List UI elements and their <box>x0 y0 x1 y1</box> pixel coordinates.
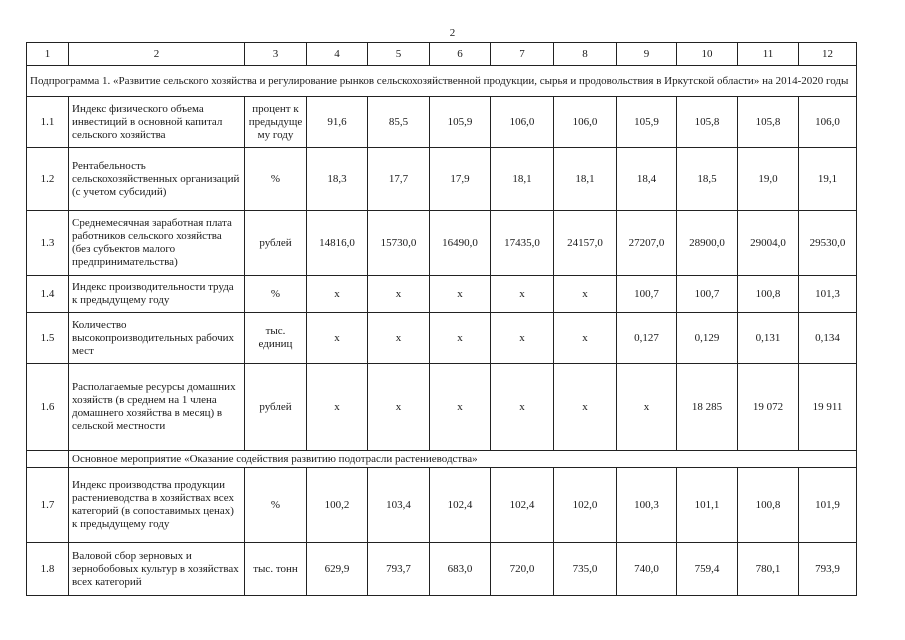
value-cell: x <box>554 313 617 364</box>
value-cell: 102,4 <box>430 468 491 543</box>
value-cell: 101,3 <box>799 276 857 313</box>
value-cell: 793,7 <box>368 543 430 596</box>
table-row <box>27 313 857 364</box>
unit-cell: тыс. единиц <box>245 313 307 364</box>
value-cell: 101,1 <box>677 468 738 543</box>
row-number: 1.6 <box>27 364 69 451</box>
empty-cell <box>27 451 69 468</box>
value-cell: x <box>554 364 617 451</box>
unit-cell: % <box>245 148 307 211</box>
row-number: 1.3 <box>27 211 69 276</box>
indicator-name: Располагаемые ресурсы домашних хозяйств (в среднем на 1 члена домашнего хозяйства в месяц) в сельской местности <box>69 364 245 451</box>
unit-cell: процент к предыдуще му году <box>245 97 307 148</box>
indicator-name: Рентабельность сельскохозяйственных организаций (с учетом субсидий) <box>69 148 245 211</box>
header-cell: 9 <box>617 43 677 66</box>
value-cell: 19 072 <box>738 364 799 451</box>
indicator-name: Валовой сбор зерновых и зернобобовых культур в хозяйствах всех категорий <box>69 543 245 596</box>
page-number: 2 <box>449 27 456 39</box>
value-cell: 100,3 <box>617 468 677 543</box>
value-cell: 100,2 <box>307 468 368 543</box>
value-cell: x <box>368 313 430 364</box>
value-cell: 105,9 <box>430 97 491 148</box>
row-number: 1.4 <box>27 276 69 313</box>
header-cell: 5 <box>368 43 430 66</box>
row-number: 1.1 <box>27 97 69 148</box>
value-cell: 19 911 <box>799 364 857 451</box>
value-cell: 27207,0 <box>617 211 677 276</box>
unit-cell: тыс. тонн <box>245 543 307 596</box>
header-cell: 6 <box>430 43 491 66</box>
value-cell: 14816,0 <box>307 211 368 276</box>
value-cell: 102,0 <box>554 468 617 543</box>
indicator-name: Индекс производительности труда к предыдущему году <box>69 276 245 313</box>
value-cell: x <box>307 276 368 313</box>
header-cell: 12 <box>799 43 857 66</box>
column-number-row <box>27 43 857 66</box>
value-cell: x <box>491 313 554 364</box>
value-cell: 759,4 <box>677 543 738 596</box>
value-cell: 101,9 <box>799 468 857 543</box>
value-cell: 18,3 <box>307 148 368 211</box>
value-cell: x <box>430 313 491 364</box>
value-cell: 19,1 <box>799 148 857 211</box>
unit-cell: рублей <box>245 211 307 276</box>
value-cell: 103,4 <box>368 468 430 543</box>
header-cell: 8 <box>554 43 617 66</box>
header-cell: 3 <box>245 43 307 66</box>
value-cell: 105,8 <box>738 97 799 148</box>
header-cell: 1 <box>27 43 69 66</box>
value-cell: 18,1 <box>491 148 554 211</box>
value-cell: 683,0 <box>430 543 491 596</box>
table-row <box>27 364 857 451</box>
value-cell: x <box>430 276 491 313</box>
value-cell: 100,8 <box>738 468 799 543</box>
header-cell: 10 <box>677 43 738 66</box>
value-cell: 18,1 <box>554 148 617 211</box>
header-cell: 11 <box>738 43 799 66</box>
table-row <box>27 211 857 276</box>
value-cell: 28900,0 <box>677 211 738 276</box>
value-cell: 102,4 <box>491 468 554 543</box>
row-number: 1.7 <box>27 468 69 543</box>
value-cell: 29004,0 <box>738 211 799 276</box>
value-cell: 793,9 <box>799 543 857 596</box>
value-cell: 15730,0 <box>368 211 430 276</box>
value-cell: 0,134 <box>799 313 857 364</box>
value-cell: 18 285 <box>677 364 738 451</box>
main-event-title: Основное мероприятие «Оказание содействия развитию подотрасли растениеводства» <box>69 451 857 468</box>
row-number: 1.5 <box>27 313 69 364</box>
value-cell: 16490,0 <box>430 211 491 276</box>
value-cell: x <box>307 364 368 451</box>
unit-cell: рублей <box>245 364 307 451</box>
value-cell: 18,5 <box>677 148 738 211</box>
value-cell: 29530,0 <box>799 211 857 276</box>
table-row <box>27 543 857 596</box>
indicator-name: Среднемесячная заработная плата работников сельского хозяйства (без субъектов малого предпринимательства) <box>69 211 245 276</box>
value-cell: 17,9 <box>430 148 491 211</box>
main-event-row <box>27 451 857 468</box>
value-cell: 105,9 <box>617 97 677 148</box>
value-cell: 100,7 <box>617 276 677 313</box>
value-cell: 720,0 <box>491 543 554 596</box>
indicator-name: Индекс физического объема инвестиций в основной капитал сельского хозяйства <box>69 97 245 148</box>
value-cell: 100,8 <box>738 276 799 313</box>
header-cell: 7 <box>491 43 554 66</box>
table-row <box>27 148 857 211</box>
row-number: 1.8 <box>27 543 69 596</box>
table-row <box>27 97 857 148</box>
header-cell: 4 <box>307 43 368 66</box>
unit-cell: % <box>245 468 307 543</box>
value-cell: 106,0 <box>554 97 617 148</box>
value-cell: x <box>554 276 617 313</box>
value-cell: x <box>307 313 368 364</box>
indicator-name: Количество высокопроизводительных рабочих мест <box>69 313 245 364</box>
value-cell: x <box>491 364 554 451</box>
row-number: 1.2 <box>27 148 69 211</box>
value-cell: 17,7 <box>368 148 430 211</box>
value-cell: 100,7 <box>677 276 738 313</box>
table-row <box>27 276 857 313</box>
value-cell: 85,5 <box>368 97 430 148</box>
value-cell: 24157,0 <box>554 211 617 276</box>
value-cell: 0,127 <box>617 313 677 364</box>
table-row <box>27 468 857 543</box>
value-cell: x <box>491 276 554 313</box>
value-cell: 19,0 <box>738 148 799 211</box>
value-cell: 106,0 <box>799 97 857 148</box>
value-cell: x <box>430 364 491 451</box>
value-cell: 780,1 <box>738 543 799 596</box>
value-cell: 735,0 <box>554 543 617 596</box>
value-cell: 740,0 <box>617 543 677 596</box>
unit-cell: % <box>245 276 307 313</box>
value-cell: 0,129 <box>677 313 738 364</box>
value-cell: x <box>368 276 430 313</box>
value-cell: x <box>368 364 430 451</box>
subprogram-row <box>27 66 857 97</box>
value-cell: 106,0 <box>491 97 554 148</box>
value-cell: x <box>617 364 677 451</box>
value-cell: 629,9 <box>307 543 368 596</box>
value-cell: 18,4 <box>617 148 677 211</box>
value-cell: 91,6 <box>307 97 368 148</box>
indicators-table <box>26 42 857 596</box>
value-cell: 0,131 <box>738 313 799 364</box>
value-cell: 105,8 <box>677 97 738 148</box>
header-cell: 2 <box>69 43 245 66</box>
subprogram-title: Подпрограмма 1. «Развитие сельского хозяйства и регулирование рынков сельскохозяйственной продукции, сырья и продовольствия в Иркутской области» на 2014-2020 годы <box>27 66 857 97</box>
indicator-name: Индекс производства продукции растениеводства в хозяйствах всех категорий (в сопоставимых ценах) к предыдущему году <box>69 468 245 543</box>
value-cell: 17435,0 <box>491 211 554 276</box>
